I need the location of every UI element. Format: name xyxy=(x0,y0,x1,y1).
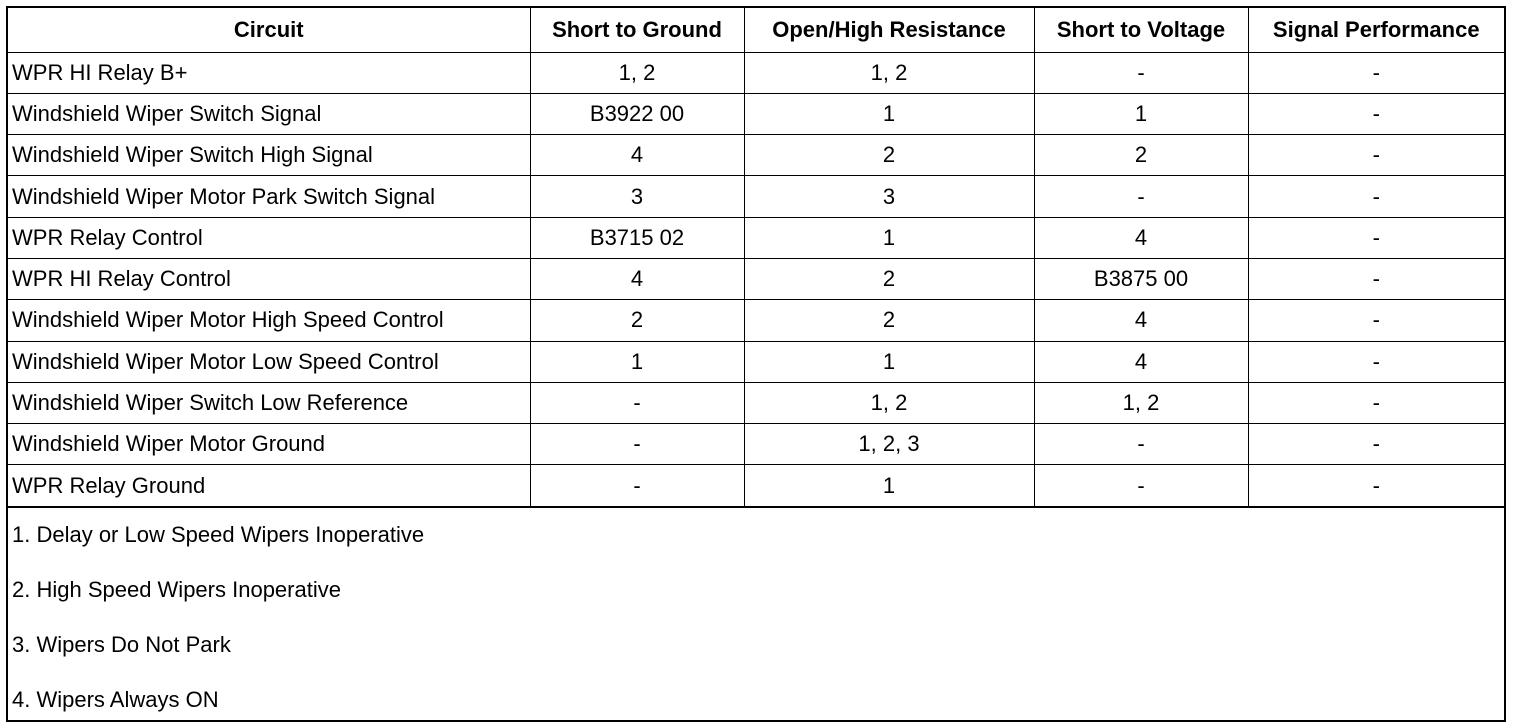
open-high-resistance-value: 2 xyxy=(744,135,1034,176)
short-to-voltage-value: B3875 00 xyxy=(1034,258,1248,299)
short-to-voltage-value: 4 xyxy=(1034,341,1248,382)
short-to-voltage-value: 4 xyxy=(1034,300,1248,341)
signal-performance-value: - xyxy=(1248,258,1504,299)
open-high-resistance-value: 1, 2 xyxy=(744,52,1034,93)
open-high-resistance-value: 1, 2, 3 xyxy=(744,424,1034,465)
signal-performance-value: - xyxy=(1248,176,1504,217)
table-row xyxy=(8,217,1504,258)
short-to-ground-value: 1 xyxy=(530,341,744,382)
signal-performance-value: - xyxy=(1248,300,1504,341)
circuit-name: Windshield Wiper Switch High Signal xyxy=(8,135,530,176)
header-circuit: Circuit xyxy=(8,8,530,52)
footnotes xyxy=(8,507,1504,728)
footnote-item: 3. Wipers Do Not Park xyxy=(12,632,231,658)
table-row xyxy=(8,300,1504,341)
short-to-ground-value: - xyxy=(530,424,744,465)
short-to-voltage-value: 1 xyxy=(1034,93,1248,134)
signal-performance-value: - xyxy=(1248,135,1504,176)
table-header-row xyxy=(8,8,1504,52)
circuit-name: WPR HI Relay B+ xyxy=(8,52,530,93)
table-row xyxy=(8,382,1504,423)
signal-performance-value: - xyxy=(1248,52,1504,93)
short-to-ground-value: 2 xyxy=(530,300,744,341)
short-to-voltage-value: - xyxy=(1034,424,1248,465)
short-to-ground-value: 1, 2 xyxy=(530,52,744,93)
short-to-voltage-value: 1, 2 xyxy=(1034,382,1248,423)
open-high-resistance-value: 1, 2 xyxy=(744,382,1034,423)
open-high-resistance-value: 2 xyxy=(744,300,1034,341)
short-to-ground-value: 4 xyxy=(530,135,744,176)
signal-performance-value: - xyxy=(1248,217,1504,258)
open-high-resistance-value: 1 xyxy=(744,93,1034,134)
dtc-table-frame xyxy=(6,6,1506,722)
short-to-voltage-value: 2 xyxy=(1034,135,1248,176)
short-to-ground-value: - xyxy=(530,382,744,423)
short-to-voltage-value: - xyxy=(1034,176,1248,217)
short-to-voltage-value: 4 xyxy=(1034,217,1248,258)
circuit-name: Windshield Wiper Motor Low Speed Control xyxy=(8,341,530,382)
circuit-name: WPR HI Relay Control xyxy=(8,258,530,299)
open-high-resistance-value: 3 xyxy=(744,176,1034,217)
short-to-voltage-value: - xyxy=(1034,465,1248,506)
circuit-name: WPR Relay Ground xyxy=(8,465,530,506)
circuit-fault-table xyxy=(8,8,1504,507)
short-to-ground-value: B3715 02 xyxy=(530,217,744,258)
signal-performance-value: - xyxy=(1248,424,1504,465)
header-short-to-voltage: Short to Voltage xyxy=(1034,8,1248,52)
circuit-name: Windshield Wiper Motor Ground xyxy=(8,424,530,465)
short-to-ground-value: - xyxy=(530,465,744,506)
circuit-name: WPR Relay Control xyxy=(8,217,530,258)
open-high-resistance-value: 1 xyxy=(744,341,1034,382)
table-row xyxy=(8,258,1504,299)
table-row xyxy=(8,93,1504,134)
short-to-ground-value: 3 xyxy=(530,176,744,217)
table-row xyxy=(8,135,1504,176)
short-to-voltage-value: - xyxy=(1034,52,1248,93)
circuit-name: Windshield Wiper Switch Low Reference xyxy=(8,382,530,423)
short-to-ground-value: 4 xyxy=(530,258,744,299)
header-signal-performance: Signal Performance xyxy=(1248,8,1504,52)
footnote-item: 1. Delay or Low Speed Wipers Inoperative xyxy=(12,522,425,548)
table-row xyxy=(8,176,1504,217)
open-high-resistance-value: 2 xyxy=(744,258,1034,299)
table-row xyxy=(8,52,1504,93)
short-to-ground-value: B3922 00 xyxy=(530,93,744,134)
footnote-item: 4. Wipers Always ON xyxy=(12,687,219,713)
table-row xyxy=(8,424,1504,465)
header-short-to-ground: Short to Ground xyxy=(530,8,744,52)
signal-performance-value: - xyxy=(1248,465,1504,506)
footnote-item: 2. High Speed Wipers Inoperative xyxy=(12,577,341,603)
circuit-name: Windshield Wiper Motor High Speed Control xyxy=(8,300,530,341)
table-row xyxy=(8,341,1504,382)
open-high-resistance-value: 1 xyxy=(744,465,1034,506)
header-open-high-resistance: Open/High Resistance xyxy=(744,8,1034,52)
circuit-name: Windshield Wiper Motor Park Switch Signal xyxy=(8,176,530,217)
signal-performance-value: - xyxy=(1248,382,1504,423)
circuit-name: Windshield Wiper Switch Signal xyxy=(8,93,530,134)
open-high-resistance-value: 1 xyxy=(744,217,1034,258)
table-row xyxy=(8,465,1504,506)
signal-performance-value: - xyxy=(1248,93,1504,134)
signal-performance-value: - xyxy=(1248,341,1504,382)
